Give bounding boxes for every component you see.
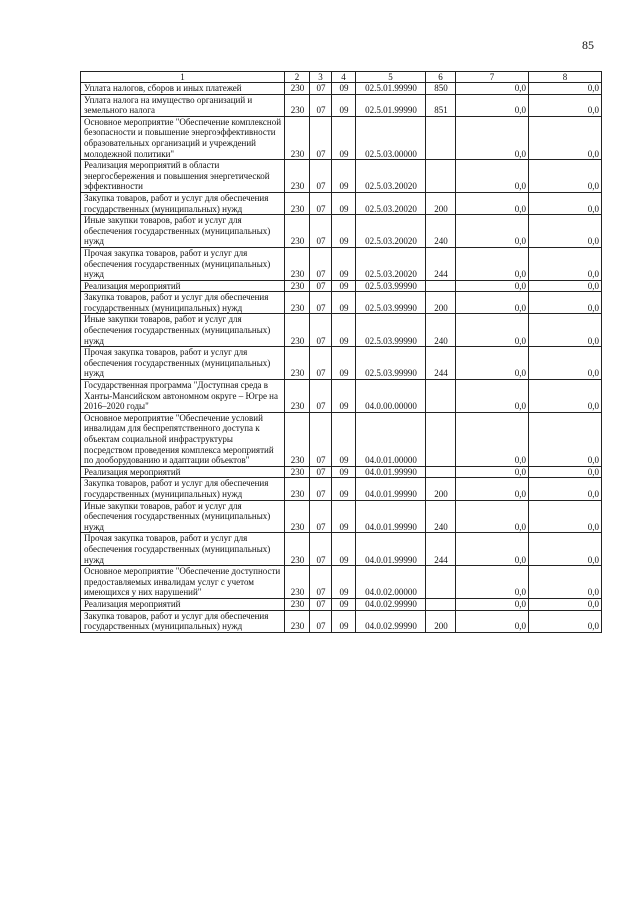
row-name-cell: Иные закупки товаров, работ и услуг для обеспечения государственных (муниципальных) нужд: [81, 215, 285, 248]
amount-cell: 0,0: [456, 192, 529, 214]
code-cell: 230: [285, 466, 310, 478]
code-cell: 230: [285, 94, 310, 116]
target-article-cell: 04.0.01.99990: [356, 500, 426, 533]
target-article-cell: 02.5.03.00000: [356, 116, 426, 159]
table-row: [81, 314, 602, 347]
column-header: 5: [356, 72, 426, 83]
amount-cell: 0,0: [456, 314, 529, 347]
expense-type-cell: 850: [426, 83, 456, 95]
column-header: 1: [81, 72, 285, 83]
row-name-cell: Иные закупки товаров, работ и услуг для обеспечения государственных (муниципальных) нужд: [81, 500, 285, 533]
subsection-cell: 09: [332, 500, 356, 533]
expense-type-cell: [426, 380, 456, 413]
amount-cell: 0,0: [529, 466, 602, 478]
amount-cell: 0,0: [529, 380, 602, 413]
amount-cell: 0,0: [529, 610, 602, 632]
table-header-row: [81, 72, 602, 83]
subsection-cell: 09: [332, 116, 356, 159]
expense-type-cell: [426, 566, 456, 599]
subsection-cell: 09: [332, 247, 356, 280]
column-header: 7: [456, 72, 529, 83]
row-name-cell: Реализация мероприятий: [81, 466, 285, 478]
row-name-cell: Прочая закупка товаров, работ и услуг для обеспечения государственных (муниципальных) нужд: [81, 533, 285, 566]
section-cell: 07: [310, 610, 332, 632]
target-article-cell: 02.5.03.20020: [356, 192, 426, 214]
section-cell: 07: [310, 412, 332, 466]
subsection-cell: 09: [332, 192, 356, 214]
expense-type-cell: [426, 412, 456, 466]
amount-cell: 0,0: [529, 116, 602, 159]
row-name-cell: Реализация мероприятий: [81, 598, 285, 610]
code-cell: 230: [285, 610, 310, 632]
subsection-cell: 09: [332, 280, 356, 292]
section-cell: 07: [310, 94, 332, 116]
amount-cell: 0,0: [456, 500, 529, 533]
amount-cell: 0,0: [456, 116, 529, 159]
section-cell: 07: [310, 566, 332, 599]
amount-cell: 0,0: [456, 466, 529, 478]
section-cell: 07: [310, 215, 332, 248]
section-cell: 07: [310, 192, 332, 214]
table-row: [81, 160, 602, 193]
row-name-cell: Основное мероприятие "Обеспечение условий инвалидам для беспрепятственного доступа к объектам социальной инфраструктуры посредством проведения комплекса мероприятий по дооборудованию и адаптации объектов": [81, 412, 285, 466]
amount-cell: 0,0: [456, 94, 529, 116]
expense-type-cell: [426, 116, 456, 159]
section-cell: 07: [310, 478, 332, 500]
expense-type-cell: [426, 280, 456, 292]
row-name-cell: Реализация мероприятий: [81, 280, 285, 292]
table-row: [81, 116, 602, 159]
amount-cell: 0,0: [529, 347, 602, 380]
table-row: [81, 533, 602, 566]
table-row: [81, 215, 602, 248]
row-name-cell: Прочая закупка товаров, работ и услуг для обеспечения государственных (муниципальных) нужд: [81, 247, 285, 280]
section-cell: 07: [310, 347, 332, 380]
table-row: [81, 478, 602, 500]
amount-cell: 0,0: [456, 533, 529, 566]
target-article-cell: 02.5.03.20020: [356, 160, 426, 193]
section-cell: 07: [310, 380, 332, 413]
section-cell: 07: [310, 280, 332, 292]
amount-cell: 0,0: [529, 314, 602, 347]
amount-cell: 0,0: [456, 610, 529, 632]
expense-type-cell: 240: [426, 215, 456, 248]
subsection-cell: 09: [332, 478, 356, 500]
amount-cell: 0,0: [456, 412, 529, 466]
subsection-cell: 09: [332, 380, 356, 413]
row-name-cell: Закупка товаров, работ и услуг для обеспечения государственных (муниципальных) нужд: [81, 610, 285, 632]
expense-type-cell: 200: [426, 192, 456, 214]
amount-cell: 0,0: [456, 566, 529, 599]
subsection-cell: 09: [332, 215, 356, 248]
expense-type-cell: 851: [426, 94, 456, 116]
target-article-cell: 04.0.01.99990: [356, 533, 426, 566]
table-row: [81, 83, 602, 95]
row-name-cell: Реализация мероприятий в области энергосбережения и повышения энергетической эффективности: [81, 160, 285, 193]
amount-cell: 0,0: [456, 380, 529, 413]
amount-cell: 0,0: [456, 292, 529, 314]
code-cell: 230: [285, 192, 310, 214]
section-cell: 07: [310, 160, 332, 193]
amount-cell: 0,0: [456, 478, 529, 500]
row-name-cell: Закупка товаров, работ и услуг для обеспечения государственных (муниципальных) нужд: [81, 478, 285, 500]
amount-cell: 0,0: [529, 94, 602, 116]
column-header: 3: [310, 72, 332, 83]
subsection-cell: 09: [332, 566, 356, 599]
amount-cell: 0,0: [456, 598, 529, 610]
row-name-cell: Закупка товаров, работ и услуг для обеспечения государственных (муниципальных) нужд: [81, 192, 285, 214]
budget-table: [80, 71, 602, 633]
column-header: 6: [426, 72, 456, 83]
expense-type-cell: [426, 598, 456, 610]
amount-cell: 0,0: [529, 247, 602, 280]
target-article-cell: 04.0.02.99990: [356, 610, 426, 632]
section-cell: 07: [310, 83, 332, 95]
table-row: [81, 610, 602, 632]
expense-type-cell: [426, 160, 456, 193]
column-header: 4: [332, 72, 356, 83]
amount-cell: 0,0: [529, 533, 602, 566]
section-cell: 07: [310, 466, 332, 478]
amount-cell: 0,0: [529, 215, 602, 248]
code-cell: 230: [285, 347, 310, 380]
expense-type-cell: 244: [426, 533, 456, 566]
table-row: [81, 380, 602, 413]
subsection-cell: 09: [332, 83, 356, 95]
table-row: [81, 566, 602, 599]
amount-cell: 0,0: [529, 478, 602, 500]
amount-cell: 0,0: [529, 500, 602, 533]
code-cell: 230: [285, 478, 310, 500]
code-cell: 230: [285, 314, 310, 347]
expense-type-cell: 200: [426, 610, 456, 632]
row-name-cell: Уплата налога на имущество организаций и земельного налога: [81, 94, 285, 116]
table-row: [81, 247, 602, 280]
row-name-cell: Закупка товаров, работ и услуг для обеспечения государственных (муниципальных) нужд: [81, 292, 285, 314]
target-article-cell: 04.0.01.99990: [356, 478, 426, 500]
expense-type-cell: 200: [426, 478, 456, 500]
code-cell: 230: [285, 247, 310, 280]
target-article-cell: 04.0.02.99990: [356, 598, 426, 610]
table-row: [81, 192, 602, 214]
section-cell: 07: [310, 292, 332, 314]
subsection-cell: 09: [332, 94, 356, 116]
code-cell: 230: [285, 598, 310, 610]
table-row: [81, 280, 602, 292]
table-row: [81, 94, 602, 116]
amount-cell: 0,0: [529, 280, 602, 292]
target-article-cell: 02.5.03.20020: [356, 247, 426, 280]
subsection-cell: 09: [332, 533, 356, 566]
subsection-cell: 09: [332, 314, 356, 347]
target-article-cell: 02.5.03.99990: [356, 292, 426, 314]
expense-type-cell: 244: [426, 247, 456, 280]
target-article-cell: 04.0.01.00000: [356, 412, 426, 466]
section-cell: 07: [310, 500, 332, 533]
amount-cell: 0,0: [529, 192, 602, 214]
section-cell: 07: [310, 314, 332, 347]
target-article-cell: 02.5.03.99990: [356, 280, 426, 292]
subsection-cell: 09: [332, 160, 356, 193]
target-article-cell: 02.5.01.99990: [356, 83, 426, 95]
row-name-cell: Уплата налогов, сборов и иных платежей: [81, 83, 285, 95]
amount-cell: 0,0: [456, 215, 529, 248]
subsection-cell: 09: [332, 466, 356, 478]
table-row: [81, 598, 602, 610]
row-name-cell: Государственная программа "Доступная среда в Ханты-Мансийском автономном округе – Югре на 2016–2020 годы": [81, 380, 285, 413]
table-row: [81, 500, 602, 533]
code-cell: 230: [285, 380, 310, 413]
amount-cell: 0,0: [456, 280, 529, 292]
table-row: [81, 466, 602, 478]
code-cell: 230: [285, 500, 310, 533]
target-article-cell: 02.5.03.99990: [356, 314, 426, 347]
table-row: [81, 347, 602, 380]
code-cell: 230: [285, 280, 310, 292]
row-name-cell: Основное мероприятие "Обеспечение доступности предоставляемых инвалидам услуг с учетом имеющихся у них нарушений": [81, 566, 285, 599]
code-cell: 230: [285, 83, 310, 95]
target-article-cell: 02.5.03.20020: [356, 215, 426, 248]
expense-type-cell: 240: [426, 314, 456, 347]
target-article-cell: 04.0.01.99990: [356, 466, 426, 478]
expense-type-cell: 244: [426, 347, 456, 380]
subsection-cell: 09: [332, 292, 356, 314]
code-cell: 230: [285, 160, 310, 193]
target-article-cell: 04.0.00.00000: [356, 380, 426, 413]
section-cell: 07: [310, 116, 332, 159]
code-cell: 230: [285, 533, 310, 566]
amount-cell: 0,0: [529, 83, 602, 95]
expense-type-cell: 200: [426, 292, 456, 314]
subsection-cell: 09: [332, 347, 356, 380]
amount-cell: 0,0: [456, 247, 529, 280]
code-cell: 230: [285, 215, 310, 248]
page-number: 85: [582, 38, 594, 52]
target-article-cell: 02.5.01.99990: [356, 94, 426, 116]
column-header: 8: [529, 72, 602, 83]
amount-cell: 0,0: [456, 347, 529, 380]
amount-cell: 0,0: [456, 160, 529, 193]
code-cell: 230: [285, 566, 310, 599]
amount-cell: 0,0: [529, 292, 602, 314]
amount-cell: 0,0: [529, 566, 602, 599]
amount-cell: 0,0: [529, 412, 602, 466]
expense-type-cell: 240: [426, 500, 456, 533]
subsection-cell: 09: [332, 412, 356, 466]
target-article-cell: 04.0.02.00000: [356, 566, 426, 599]
section-cell: 07: [310, 598, 332, 610]
code-cell: 230: [285, 412, 310, 466]
amount-cell: 0,0: [456, 83, 529, 95]
subsection-cell: 09: [332, 610, 356, 632]
amount-cell: 0,0: [529, 160, 602, 193]
table-row: [81, 412, 602, 466]
subsection-cell: 09: [332, 598, 356, 610]
column-header: 2: [285, 72, 310, 83]
expense-type-cell: [426, 466, 456, 478]
code-cell: 230: [285, 292, 310, 314]
row-name-cell: Основное мероприятие "Обеспечение комплексной безопасности и повышение энергоэффективности образовательных организаций и учреждений молодежной политики": [81, 116, 285, 159]
target-article-cell: 02.5.03.99990: [356, 347, 426, 380]
section-cell: 07: [310, 533, 332, 566]
code-cell: 230: [285, 116, 310, 159]
table-row: [81, 292, 602, 314]
section-cell: 07: [310, 247, 332, 280]
amount-cell: 0,0: [529, 598, 602, 610]
row-name-cell: Иные закупки товаров, работ и услуг для обеспечения государственных (муниципальных) нужд: [81, 314, 285, 347]
row-name-cell: Прочая закупка товаров, работ и услуг для обеспечения государственных (муниципальных) нужд: [81, 347, 285, 380]
